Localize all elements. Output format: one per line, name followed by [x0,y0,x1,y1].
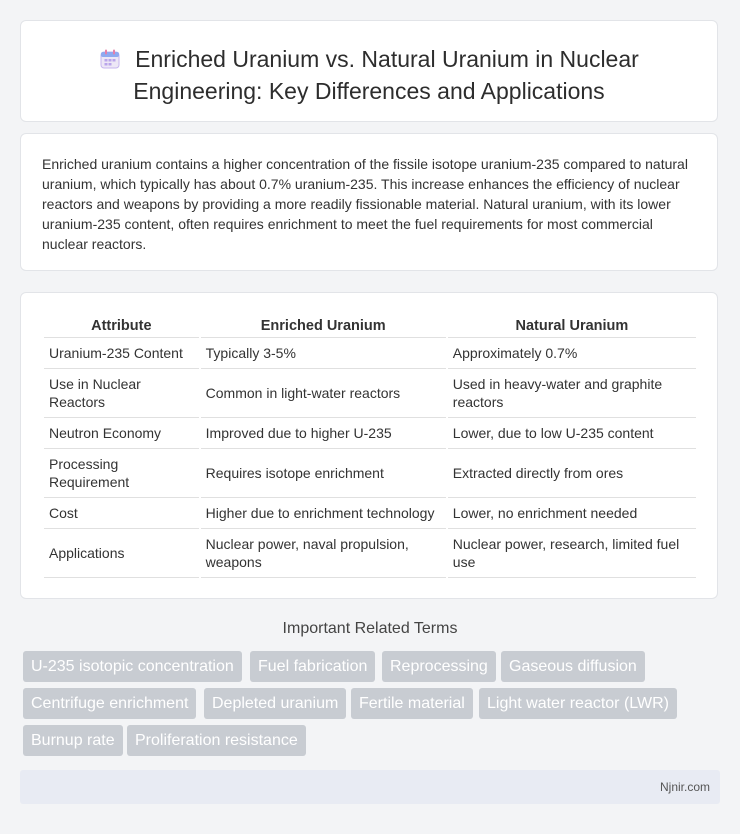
tag-gaseous-diffusion[interactable]: Gaseous diffusion [501,651,645,682]
tag-fuel-fabrication[interactable]: Fuel fabrication [250,651,375,682]
intro-card [20,133,718,271]
cell-natural: Extracted directly from ores [448,449,696,498]
calendar-icon [99,48,121,77]
cell-attribute: Uranium-235 Content [44,338,199,369]
table-row [44,498,696,529]
cell-attribute: Applications [44,529,199,578]
tag-burnup-rate[interactable]: Burnup rate [23,725,123,756]
cell-attribute: Processing Requirement [44,449,199,498]
comparison-table [42,316,698,578]
cell-natural: Lower, due to low U-235 content [448,418,696,449]
header-natural: Natural Uranium [448,316,696,338]
cell-natural: Approximately 0.7% [448,338,696,369]
title-line-2: Engineering: Key Differences and Applications [133,78,605,104]
header-enriched: Enriched Uranium [201,316,446,338]
cell-enriched: Typically 3-5% [201,338,446,369]
footer [20,770,720,804]
table-row [44,418,696,449]
cell-enriched: Common in light-water reactors [201,369,446,418]
cell-enriched: Higher due to enrichment technology [201,498,446,529]
cell-natural: Lower, no enrichment needed [448,498,696,529]
title-line-1: Enriched Uranium vs. Natural Uranium in Nuclear [135,46,639,72]
title-card [20,20,718,122]
tag-depleted-uranium[interactable]: Depleted uranium [204,688,346,719]
tag-reprocessing[interactable]: Reprocessing [382,651,496,682]
intro-paragraph: Enriched uranium contains a higher concentration of the fissile isotope uranium-235 compared to natural uranium, which typically has about 0.7% uranium-235. This increase enhances the efficiency of nuclear reactors and weapons by providing a more readily fissionable material. Natural uranium, with its lower uranium-235 content, often requires enrichment to meet the fuel requirements for most commercial nuclear reactors. [42,156,688,252]
table-row [44,529,696,578]
tag-proliferation-resistance[interactable]: Proliferation resistance [127,725,306,756]
cell-natural: Used in heavy-water and graphite reactors [448,369,696,418]
tag-fertile-material[interactable]: Fertile material [351,688,473,719]
cell-enriched: Improved due to higher U-235 [201,418,446,449]
header-attribute: Attribute [44,316,199,338]
cell-attribute: Neutron Economy [44,418,199,449]
footer-site-name: Njnir.com [659,780,710,794]
cell-enriched: Nuclear power, naval propulsion, weapons [201,529,446,578]
comparison-card [20,292,718,599]
table-row [44,449,696,498]
tag-u235-isotopic-concentration[interactable]: U-235 isotopic concentration [23,651,242,682]
related-terms-title: Important Related Terms [282,620,458,637]
table-row [44,369,696,418]
cell-attribute: Cost [44,498,199,529]
page-title [21,45,717,106]
tag-light-water-reactor[interactable]: Light water reactor (LWR) [479,688,677,719]
cell-enriched: Requires isotope enrichment [201,449,446,498]
table-row [44,338,696,369]
table-header-row [44,316,696,338]
cell-attribute: Use in Nuclear Reactors [44,369,199,418]
cell-natural: Nuclear power, research, limited fuel use [448,529,696,578]
tag-centrifuge-enrichment[interactable]: Centrifuge enrichment [23,688,196,719]
